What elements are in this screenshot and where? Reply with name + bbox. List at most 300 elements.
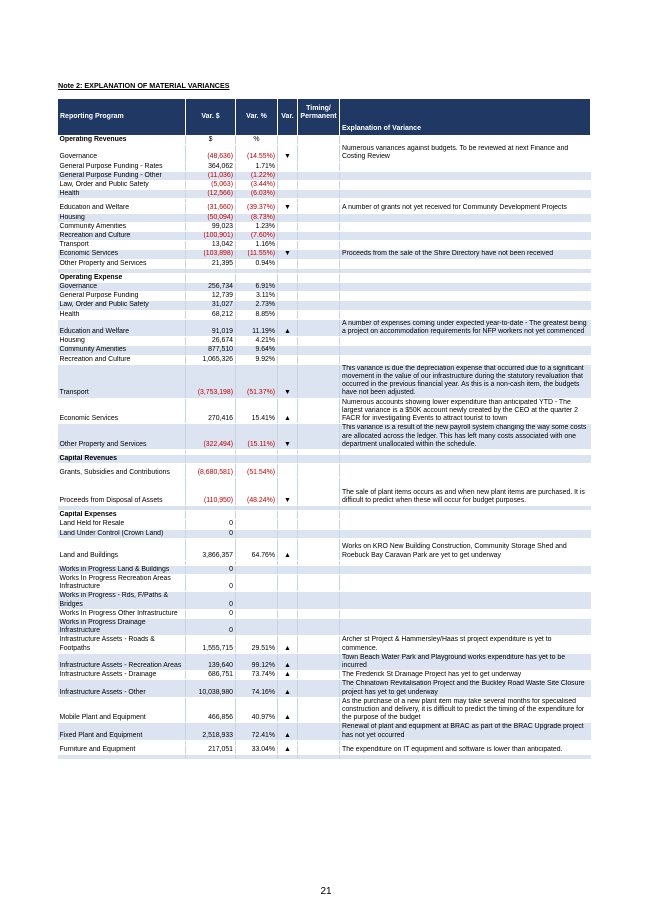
program-name: Furniture and Equipment (58, 745, 186, 754)
variance-percent: (15.11%) (236, 424, 278, 450)
timing-cell (298, 671, 340, 680)
variance-table (57, 98, 591, 760)
explanation: Town Beach Water Park and Playground works expenditure has yet to be incurred (340, 653, 591, 670)
note-title: Note 2: EXPLANATION OF MATERIAL VARIANCES (58, 81, 230, 90)
variance-dollar: 26,674 (186, 337, 236, 346)
table-row (58, 204, 591, 213)
variance-percent: 2.73% (236, 301, 278, 310)
explanation (340, 301, 591, 310)
explanation (340, 592, 591, 609)
arrow-cell (278, 511, 298, 520)
arrow-cell (278, 355, 298, 364)
explanation (340, 222, 591, 231)
arrow-cell (278, 454, 298, 463)
program-name: Recreation and Culture (58, 355, 186, 364)
timing-cell (298, 222, 340, 231)
variance-dollar: (48,636) (186, 145, 236, 162)
variance-dollar: 3,866,357 (186, 538, 236, 560)
variance-dollar: 10,038,980 (186, 680, 236, 697)
explanation (340, 310, 591, 319)
table-row (58, 636, 591, 653)
timing-cell (298, 511, 340, 520)
explanation: Numerous variances against budgets. To be reviewed at next Finance and Costing Review (340, 145, 591, 162)
program-name: Land Held for Resale (58, 520, 186, 529)
arrow-down-icon: ▼ (278, 250, 298, 259)
variance-dollar: (100,901) (186, 232, 236, 241)
section-heading-row (58, 136, 591, 145)
timing-cell (298, 283, 340, 292)
program-name: Works in Progress Land & Buildings (58, 565, 186, 574)
table-row (58, 609, 591, 618)
arrow-up-icon: ▲ (278, 636, 298, 653)
header-var-percent: Var. % (236, 99, 278, 136)
variance-dollar: 12,739 (186, 292, 236, 301)
unit-dollar (186, 454, 236, 463)
program-name: Infrastructure Assets - Other (58, 680, 186, 697)
table-row (58, 241, 591, 250)
arrow-cell (278, 529, 298, 538)
spacer-cell (236, 754, 278, 759)
variance-dollar: 686,751 (186, 671, 236, 680)
variance-dollar: (5,063) (186, 181, 236, 190)
explanation (340, 181, 591, 190)
page-number: 21 (320, 886, 332, 897)
variance-dollar: 21,395 (186, 259, 236, 268)
variance-dollar: 270,416 (186, 398, 236, 424)
timing-cell (298, 364, 340, 398)
program-name: Health (58, 190, 186, 199)
variance-percent: 9.64% (236, 346, 278, 355)
variance-percent (236, 609, 278, 618)
timing-cell (298, 398, 340, 424)
program-name: Law, Order and Public Safety (58, 181, 186, 190)
arrow-cell (278, 273, 298, 282)
arrow-cell (278, 213, 298, 222)
arrow-up-icon: ▲ (278, 697, 298, 723)
explanation (340, 346, 591, 355)
timing-cell (298, 745, 340, 754)
unit-percent: % (236, 136, 278, 145)
variance-percent (236, 574, 278, 591)
program-name: Recreation and Culture (58, 232, 186, 241)
variance-percent: 6.91% (236, 283, 278, 292)
explanation-cell (340, 511, 591, 520)
explanation (340, 337, 591, 346)
table-row (58, 319, 591, 336)
explanation (340, 618, 591, 635)
table-row (58, 464, 591, 478)
table-row (58, 680, 591, 697)
explanation (340, 355, 591, 364)
arrow-cell (278, 190, 298, 199)
explanation: The sale of plant items occurs as and when new plant items are purchased. It is difficult to predict when these will occur for budget purposes. (340, 478, 591, 506)
spacer-cell (186, 754, 236, 759)
variance-dollar: 0 (186, 618, 236, 635)
timing-cell (298, 162, 340, 171)
program-name: Proceeds from Disposal of Assets (58, 478, 186, 506)
section-heading: Capital Revenues (58, 454, 186, 463)
explanation (340, 574, 591, 591)
table-row (58, 259, 591, 268)
explanation: Renewal of plant and equipment at BRAC as part of the BRAC Upgrade project has not yet occurred (340, 723, 591, 740)
program-name: Works in Progress Drainage Infrastructure (58, 618, 186, 635)
explanation (340, 171, 591, 180)
variance-percent (236, 618, 278, 635)
variance-percent: 0.94% (236, 259, 278, 268)
timing-cell (298, 574, 340, 591)
explanation (340, 213, 591, 222)
table-row (58, 213, 591, 222)
table-row (58, 171, 591, 180)
timing-cell (298, 273, 340, 282)
variance-dollar: 0 (186, 592, 236, 609)
program-name: Works In Progress Other Infrastructure (58, 609, 186, 618)
table-row (58, 565, 591, 574)
program-name: Governance (58, 145, 186, 162)
variance-percent: (8.73%) (236, 213, 278, 222)
table-row (58, 538, 591, 560)
arrow-cell (278, 301, 298, 310)
variance-percent: 3.11% (236, 292, 278, 301)
timing-cell (298, 538, 340, 560)
table-row (58, 364, 591, 398)
table-row (58, 162, 591, 171)
explanation: A number of grants not yet received for Community Development Projects (340, 204, 591, 213)
header-explanation: Explanation of Variance (340, 99, 591, 136)
table-row (58, 355, 591, 364)
table-row (58, 671, 591, 680)
variance-percent: 64.76% (236, 538, 278, 560)
explanation: The Chinatown Revitalisation Project and the Buckley Road Waste Site Closure project has yet to get underway (340, 680, 591, 697)
timing-cell (298, 241, 340, 250)
variance-dollar: 99,023 (186, 222, 236, 231)
program-name: Health (58, 310, 186, 319)
header-reporting-program: Reporting Program (58, 99, 186, 136)
arrow-down-icon: ▼ (278, 424, 298, 450)
variance-dollar: 466,856 (186, 697, 236, 723)
timing-cell (298, 424, 340, 450)
arrow-cell (278, 259, 298, 268)
arrow-cell (278, 520, 298, 529)
variance-percent (236, 565, 278, 574)
variance-dollar: (110,950) (186, 478, 236, 506)
timing-cell (298, 213, 340, 222)
explanation: This variance is a result of the new payroll system changing the way some costs are allocated across the ledger. This has left many costs associated with one department unallocated within the schedule. (340, 424, 591, 450)
variance-percent (236, 592, 278, 609)
explanation (340, 241, 591, 250)
arrow-cell (278, 337, 298, 346)
program-name: Governance (58, 283, 186, 292)
variance-dollar: 0 (186, 609, 236, 618)
variance-percent: 4.21% (236, 337, 278, 346)
arrow-cell (278, 232, 298, 241)
program-name: Education and Welfare (58, 319, 186, 336)
variance-percent: (6.03%) (236, 190, 278, 199)
program-name: Economic Services (58, 398, 186, 424)
explanation (340, 292, 591, 301)
program-name: Other Property and Services (58, 424, 186, 450)
unit-dollar (186, 511, 236, 520)
explanation: This variance is due the depreciation expense that occurred due to a significant movement in the value of our infrastructure during the statutory revaluation that occurred in the previous financial year. As this is a non-cash item, the budgets have not been adjusted. (340, 364, 591, 398)
table-row (58, 520, 591, 529)
variance-percent: (3.44%) (236, 181, 278, 190)
unit-percent (236, 454, 278, 463)
header-var: Var. (278, 99, 298, 136)
explanation (340, 565, 591, 574)
program-name: General Purpose Funding - Other (58, 171, 186, 180)
explanation: Proceeds from the sale of the Shire Directory have not been received (340, 250, 591, 259)
timing-cell (298, 565, 340, 574)
arrow-up-icon: ▲ (278, 745, 298, 754)
table-row (58, 310, 591, 319)
program-name: Community Amenities (58, 222, 186, 231)
program-name: General Purpose Funding (58, 292, 186, 301)
variance-dollar: (31,660) (186, 204, 236, 213)
variance-percent: 1.71% (236, 162, 278, 171)
program-name: Transport (58, 241, 186, 250)
timing-cell (298, 680, 340, 697)
variance-percent: 15.41% (236, 398, 278, 424)
table-row (58, 292, 591, 301)
variance-percent: 73.74% (236, 671, 278, 680)
explanation: As the purchase of a new plant item may take several months for specialised construction and delivery, it is difficult to predict the timing of the expenditure for the purpose of the budget (340, 697, 591, 723)
table-header-row (58, 99, 591, 136)
program-name: Infrastructure Assets - Roads & Footpaths (58, 636, 186, 653)
arrow-up-icon: ▲ (278, 653, 298, 670)
table-row (58, 745, 591, 754)
table-row (58, 346, 591, 355)
table-body (58, 136, 591, 760)
program-name: Economic Services (58, 250, 186, 259)
variance-percent: (51.54%) (236, 464, 278, 478)
explanation (340, 190, 591, 199)
timing-cell (298, 259, 340, 268)
arrow-cell (278, 464, 298, 478)
program-name: Land Under Control (Crown Land) (58, 529, 186, 538)
arrow-cell (278, 310, 298, 319)
timing-cell (298, 478, 340, 506)
variance-percent: (48.24%) (236, 478, 278, 506)
timing-cell (298, 592, 340, 609)
timing-cell (298, 618, 340, 635)
variance-dollar: 139,640 (186, 653, 236, 670)
arrow-down-icon: ▼ (278, 145, 298, 162)
variance-dollar: (8,680,581) (186, 464, 236, 478)
spacer-row (58, 754, 591, 759)
program-name: Grants, Subsidies and Contributions (58, 464, 186, 478)
table-row (58, 529, 591, 538)
timing-cell (298, 355, 340, 364)
program-name: Land and Buildings (58, 538, 186, 560)
explanation: Numerous accounts showing lower expenditure than anticipated YTD - The largest variance is a $50K account newly created by the CEO at the quarter 2 FACR for investigating Events to attract tourist to town (340, 398, 591, 424)
variance-dollar: (11,036) (186, 171, 236, 180)
program-name: Mobile Plant and Equipment (58, 697, 186, 723)
arrow-up-icon: ▲ (278, 723, 298, 740)
arrow-cell (278, 241, 298, 250)
timing-cell (298, 250, 340, 259)
explanation: A number of expenses coming under expected year-to-date - The greatest being a project on accommodation requirements for NFP workers not yet commenced (340, 319, 591, 336)
explanation (340, 529, 591, 538)
arrow-down-icon: ▼ (278, 478, 298, 506)
variance-dollar: (103,898) (186, 250, 236, 259)
table-row (58, 232, 591, 241)
timing-cell (298, 723, 340, 740)
variance-dollar: 1,555,715 (186, 636, 236, 653)
timing-cell (298, 636, 340, 653)
timing-cell (298, 145, 340, 162)
program-name: Fixed Plant and Equipment (58, 723, 186, 740)
variance-percent: 72.41% (236, 723, 278, 740)
variance-percent: 33.04% (236, 745, 278, 754)
variance-percent: (51.37%) (236, 364, 278, 398)
timing-cell (298, 464, 340, 478)
variance-dollar: (322,494) (186, 424, 236, 450)
program-name: Works in Progress - Rds, F/Paths & Bridges (58, 592, 186, 609)
arrow-up-icon: ▲ (278, 398, 298, 424)
arrow-cell (278, 136, 298, 145)
variance-dollar: 13,042 (186, 241, 236, 250)
table-row (58, 574, 591, 591)
variance-percent: 29.51% (236, 636, 278, 653)
timing-cell (298, 454, 340, 463)
section-heading: Capital Expenses (58, 511, 186, 520)
timing-cell (298, 346, 340, 355)
explanation (340, 232, 591, 241)
timing-cell (298, 319, 340, 336)
timing-cell (298, 609, 340, 618)
variance-percent: (7.60%) (236, 232, 278, 241)
timing-cell (298, 520, 340, 529)
timing-cell (298, 181, 340, 190)
variance-percent: 99.12% (236, 653, 278, 670)
variance-dollar: 0 (186, 565, 236, 574)
timing-cell (298, 204, 340, 213)
unit-percent (236, 511, 278, 520)
explanation: Archer st Project & Hammersley/Haas st project expenditure is yet to commence. (340, 636, 591, 653)
program-name: Housing (58, 337, 186, 346)
spacer-cell (340, 754, 591, 759)
unit-percent (236, 273, 278, 282)
arrow-cell (278, 171, 298, 180)
variance-percent: 9.92% (236, 355, 278, 364)
program-name: Transport (58, 364, 186, 398)
spacer-cell (278, 754, 298, 759)
variance-percent (236, 529, 278, 538)
table-row (58, 181, 591, 190)
table-row (58, 337, 591, 346)
explanation (340, 283, 591, 292)
explanation-cell (340, 454, 591, 463)
explanation: The expenditure on IT equipment and software is lower than anticipated. (340, 745, 591, 754)
arrow-up-icon: ▲ (278, 671, 298, 680)
arrow-cell (278, 346, 298, 355)
table-row (58, 398, 591, 424)
timing-cell (298, 653, 340, 670)
arrow-down-icon: ▼ (278, 204, 298, 213)
explanation-cell (340, 136, 591, 145)
arrow-cell (278, 592, 298, 609)
spacer-cell (298, 754, 340, 759)
program-name: General Purpose Funding - Rates (58, 162, 186, 171)
variance-percent: 40.97% (236, 697, 278, 723)
table-row (58, 301, 591, 310)
arrow-cell (278, 181, 298, 190)
variance-dollar: 1,065,326 (186, 355, 236, 364)
explanation (340, 259, 591, 268)
arrow-cell (278, 222, 298, 231)
unit-dollar: $ (186, 136, 236, 145)
table-row (58, 697, 591, 723)
arrow-cell (278, 574, 298, 591)
section-heading: Operating Expense (58, 273, 186, 282)
arrow-up-icon: ▲ (278, 538, 298, 560)
variance-dollar: 2,518,933 (186, 723, 236, 740)
timing-cell (298, 190, 340, 199)
arrow-up-icon: ▲ (278, 319, 298, 336)
program-name: Law, Order and Public Safety (58, 301, 186, 310)
section-heading-row (58, 273, 591, 282)
header-var-dollar: Var. $ (186, 99, 236, 136)
variance-percent: (11.55%) (236, 250, 278, 259)
table-row (58, 424, 591, 450)
timing-cell (298, 697, 340, 723)
table-row (58, 190, 591, 199)
program-name: Infrastructure Assets - Recreation Areas (58, 653, 186, 670)
arrow-cell (278, 609, 298, 618)
timing-cell (298, 232, 340, 241)
program-name: Infrastructure Assets - Drainage (58, 671, 186, 680)
variance-percent: 8.85% (236, 310, 278, 319)
timing-cell (298, 292, 340, 301)
variance-dollar: 877,510 (186, 346, 236, 355)
timing-cell (298, 301, 340, 310)
header-timing-permanent: Timing/ Permanent (298, 99, 340, 136)
explanation: The Frederick St Drainage Project has yet to get underway (340, 671, 591, 680)
explanation (340, 162, 591, 171)
variance-percent: (14.55%) (236, 145, 278, 162)
variance-percent: 1.16% (236, 241, 278, 250)
program-name: Housing (58, 213, 186, 222)
table-row (58, 283, 591, 292)
program-name: Education and Welfare (58, 204, 186, 213)
section-heading-row (58, 511, 591, 520)
variance-dollar: (50,094) (186, 213, 236, 222)
table-row (58, 653, 591, 670)
variance-percent: (1.22%) (236, 171, 278, 180)
unit-dollar (186, 273, 236, 282)
variance-dollar: 91,019 (186, 319, 236, 336)
spacer-cell (58, 754, 186, 759)
variance-dollar: 0 (186, 520, 236, 529)
explanation-cell (340, 273, 591, 282)
timing-cell (298, 310, 340, 319)
arrow-cell (278, 565, 298, 574)
arrow-up-icon: ▲ (278, 680, 298, 697)
timing-cell (298, 136, 340, 145)
arrow-cell (278, 292, 298, 301)
variance-dollar: (3,753,198) (186, 364, 236, 398)
section-heading-row (58, 454, 591, 463)
table-row (58, 145, 591, 162)
variance-dollar: (12,566) (186, 190, 236, 199)
variance-dollar: 256,734 (186, 283, 236, 292)
timing-cell (298, 171, 340, 180)
section-heading: Operating Revenues (58, 136, 186, 145)
explanation (340, 520, 591, 529)
program-name: Other Property and Services (58, 259, 186, 268)
variance-percent: (39.37%) (236, 204, 278, 213)
timing-cell (298, 337, 340, 346)
